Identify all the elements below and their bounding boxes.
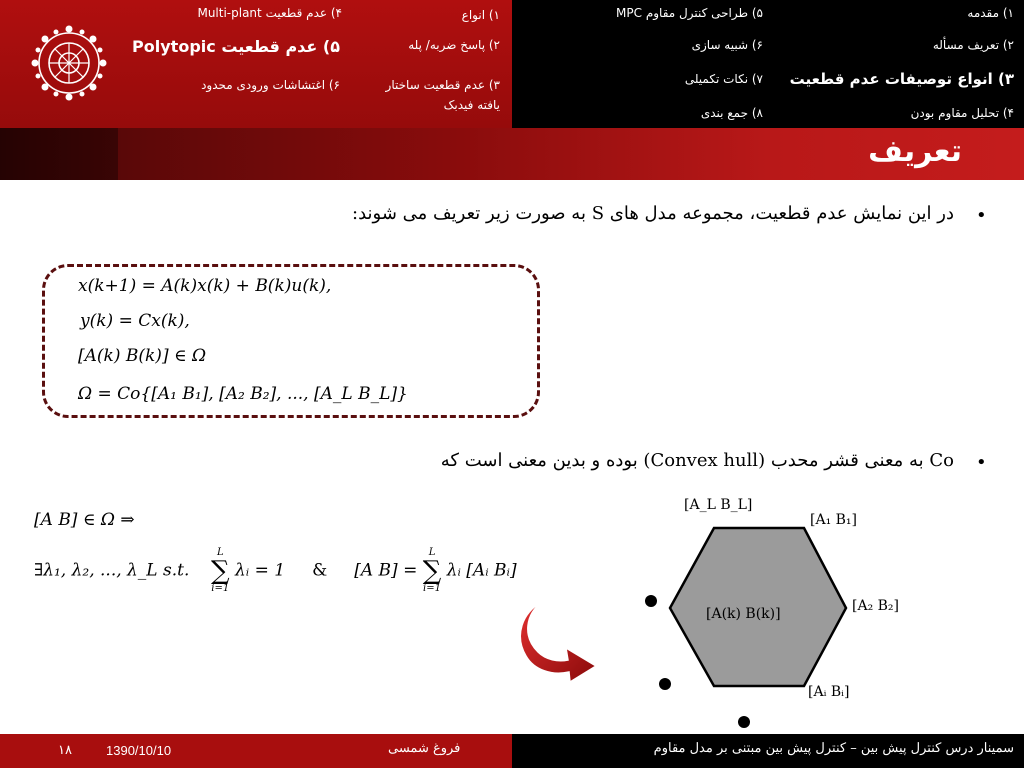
lambda-sum-one: λᵢ = 1 <box>234 560 286 581</box>
nav-item-uncertainty-types-active[interactable]: ۳) انواع توصیفات عدم قطعیت <box>789 70 1014 88</box>
equation-lambda-condition <box>34 548 517 594</box>
bullet-dot-1: • <box>976 205 987 226</box>
sum-symbol-2 <box>423 548 442 594</box>
nav-item-impulse-step[interactable]: ۲) پاسخ ضربه/ پله <box>408 38 500 52</box>
ampersand: & <box>312 560 328 581</box>
slide-title: تعریف <box>868 134 962 169</box>
sum-upper-2: L <box>428 547 436 558</box>
sum-symbol-1 <box>211 548 230 594</box>
nav-item-multi-plant[interactable]: ۴) عدم قطعیت Multi-plant <box>197 6 342 20</box>
polytope-diagram <box>630 520 850 738</box>
nav-item-complementary-notes[interactable]: ۷) نکات تکمیلی <box>684 72 763 86</box>
curved-arrow-icon <box>512 596 604 684</box>
sum-upper-1: L <box>216 547 224 558</box>
outside-point-2 <box>659 678 671 690</box>
sum-lower-1: i=1 <box>211 583 230 594</box>
nav-item-problem-definition[interactable]: ۲) تعریف مسأله <box>932 38 1014 52</box>
nav-item-robust-mpc-design[interactable]: ۵) طراحی کنترل مقاوم MPC <box>616 6 763 20</box>
page-number: ۱۸ <box>58 743 72 758</box>
nav-item-summary[interactable]: ۸) جمع بندی <box>700 106 763 120</box>
nav-item-structured-feedback-line2: یافته فیدبک <box>443 98 500 112</box>
footer-seminar-title: سمینار درس کنترل پیش بین – کنترل پیش بین مبتنی بر مدل مقاوم <box>653 741 1014 756</box>
nav-item-robustness-analysis[interactable]: ۴) تحلیل مقاوم بودن <box>910 106 1014 120</box>
lambda-exists: ∃λ₁, λ₂, ..., λ_L s.t. <box>34 560 190 581</box>
nav-item-introduction[interactable]: ۱) مقدمه <box>967 6 1014 20</box>
nav-item-bounded-disturbance[interactable]: ۶) اغتشاشات ورودی محدود <box>201 78 340 92</box>
vertex-label-AL: [A_L B_L] <box>684 497 753 513</box>
center-label-Ak-Bk: [A(k) B(k)] <box>706 606 781 622</box>
outside-point-3 <box>738 716 750 728</box>
equation-convex-hull: Ω = Co{[A₁ B₁], [A₂ B₂], ..., [A_L B_L]} <box>78 384 408 404</box>
nav-item-types[interactable]: ۱) انواع <box>461 8 500 22</box>
sum-sigma-1: ∑ <box>211 556 230 586</box>
title-band-shade <box>0 128 118 180</box>
university-logo-icon <box>30 24 108 102</box>
nav-item-simulation[interactable]: ۶) شبیه سازی <box>691 38 763 52</box>
footer-author: فروغ شمسی <box>388 741 461 756</box>
bullet-text-2: Co به معنی قشر محدب (Convex hull) بوده و بدین معنی است که <box>440 450 954 471</box>
sum-sigma-2: ∑ <box>422 556 442 586</box>
vertex-label-Ai: [Aᵢ Bᵢ] <box>808 684 850 700</box>
matrix-equality-rhs: λᵢ [Aᵢ Bᵢ] <box>446 560 517 581</box>
equation-state-update: x(k+1) = A(k)x(k) + B(k)u(k), <box>78 276 332 296</box>
equation-implication: [A B] ∈ Ω ⇒ <box>34 510 135 530</box>
footer-date: 1390/10/10 <box>106 743 172 758</box>
nav-item-polytopic[interactable]: ۵) عدم قطعیت Polytopic <box>132 37 340 56</box>
vertex-label-A2: [A₂ B₂] <box>852 598 899 614</box>
bullet-text-1: در این نمایش عدم قطعیت، مجموعه مدل های S به صورت زیر تعریف می شوند: <box>352 203 954 224</box>
equation-output: y(k) = Cx(k), <box>80 311 190 331</box>
bullet-dot-2: • <box>976 452 987 473</box>
vertex-label-A1: [A₁ B₁] <box>810 512 857 528</box>
nav-item-structured-feedback[interactable]: ۳) عدم قطعیت ساختار <box>385 78 500 92</box>
matrix-equality-lhs: [A B] = <box>354 560 418 581</box>
equation-membership: [A(k) B(k)] ∈ Ω <box>78 346 207 366</box>
sum-lower-2: i=1 <box>423 583 441 594</box>
outside-point-1 <box>645 595 657 607</box>
